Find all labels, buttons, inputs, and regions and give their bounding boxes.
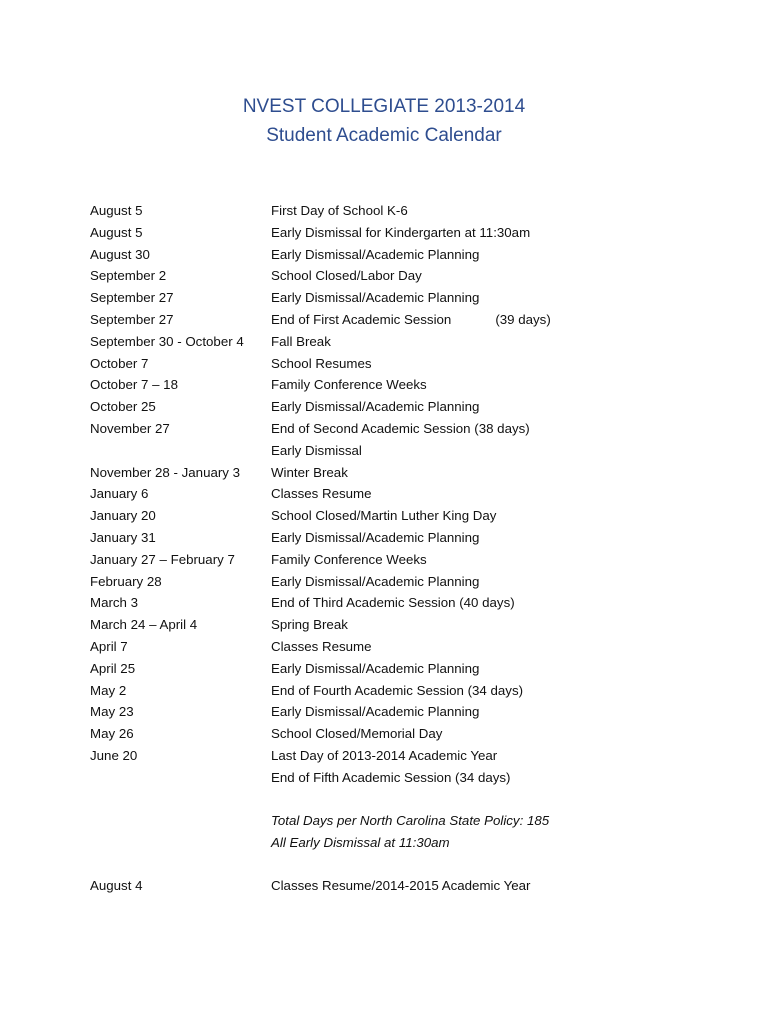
row-date: September 30 - October 4 bbox=[90, 333, 244, 349]
row-date: April 25 bbox=[90, 660, 136, 676]
calendar-row bbox=[90, 331, 730, 353]
row-date: November 28 - January 3 bbox=[90, 464, 241, 480]
calendar-row bbox=[90, 483, 730, 505]
row-event-text: Family Conference Weeks bbox=[271, 377, 427, 393]
row-event-text: End of Fifth Academic Session (34 days) bbox=[271, 769, 511, 785]
row-event-text: End of First Academic Session bbox=[271, 311, 452, 327]
row-date: August 30 bbox=[90, 246, 150, 262]
calendar-row bbox=[90, 353, 730, 375]
row-date: January 31 bbox=[90, 529, 156, 545]
row-event bbox=[271, 374, 730, 396]
row-date: February 28 bbox=[90, 573, 162, 589]
row-date: September 27 bbox=[90, 290, 174, 306]
row-event-text: Early Dismissal/Academic Planning bbox=[271, 573, 480, 589]
row-date: September 27 bbox=[90, 311, 174, 327]
row-event-text: School Closed/Labor Day bbox=[271, 268, 422, 284]
row-days-count: (39 days) bbox=[495, 311, 551, 327]
row-event bbox=[271, 636, 730, 658]
row-event bbox=[271, 287, 730, 309]
row-date: October 25 bbox=[90, 399, 156, 415]
row-date: June 20 bbox=[90, 747, 138, 763]
row-event-text: First Day of School K-6 bbox=[271, 203, 408, 218]
calendar-row bbox=[90, 549, 730, 571]
row-event-text: Spring Break bbox=[271, 617, 348, 633]
calendar-row bbox=[90, 265, 730, 287]
row-event bbox=[271, 309, 730, 331]
row-event-text: School Resumes bbox=[271, 355, 372, 371]
row-event bbox=[271, 571, 730, 593]
row-event bbox=[271, 745, 730, 767]
calendar-row bbox=[90, 658, 730, 680]
row-date: January 20 bbox=[90, 508, 156, 524]
row-event-text: Early Dismissal bbox=[271, 442, 362, 458]
row-event bbox=[271, 244, 730, 266]
row-date: October 7 – 18 bbox=[90, 377, 178, 393]
row-date: January 6 bbox=[90, 486, 149, 502]
row-event bbox=[271, 505, 730, 527]
calendar-row bbox=[90, 462, 730, 484]
row-event-text: School Closed/Memorial Day bbox=[271, 726, 443, 742]
row-event bbox=[271, 483, 730, 505]
calendar-list bbox=[90, 200, 730, 789]
calendar-row bbox=[90, 723, 730, 745]
calendar-row bbox=[90, 440, 730, 462]
calendar-row bbox=[90, 571, 730, 593]
row-date: August 4 bbox=[90, 878, 143, 893]
row-event bbox=[271, 767, 730, 789]
row-event bbox=[271, 331, 730, 353]
row-event bbox=[271, 549, 730, 571]
row-event bbox=[271, 723, 730, 745]
early-dismissal-note: All Early Dismissal at 11:30am bbox=[271, 835, 450, 850]
row-event-text: Classes Resume bbox=[271, 486, 372, 502]
row-event bbox=[271, 680, 730, 702]
calendar-row bbox=[90, 418, 730, 440]
row-event-text: Fall Break bbox=[271, 333, 331, 349]
row-event bbox=[271, 701, 730, 723]
page-subtitle: Student Academic Calendar bbox=[266, 125, 502, 146]
row-event bbox=[271, 614, 730, 636]
total-days-note: Total Days per North Carolina State Policy: 185 bbox=[271, 813, 550, 828]
row-event-text: Early Dismissal/Academic Planning bbox=[271, 660, 480, 676]
row-event-text: Early Dismissal for Kindergarten at 11:30am bbox=[271, 224, 531, 240]
row-date: November 27 bbox=[90, 420, 170, 436]
calendar-row bbox=[90, 222, 730, 244]
row-event bbox=[271, 462, 730, 484]
row-event-text: Early Dismissal/Academic Planning bbox=[271, 529, 480, 545]
row-event bbox=[271, 418, 730, 440]
row-event-text: Family Conference Weeks bbox=[271, 551, 427, 567]
calendar-row bbox=[90, 680, 730, 702]
calendar-row bbox=[90, 287, 730, 309]
calendar-row bbox=[90, 505, 730, 527]
row-date: September 2 bbox=[90, 268, 167, 284]
calendar-row bbox=[90, 244, 730, 266]
page-title: NVEST COLLEGIATE 2013-2014 bbox=[242, 96, 526, 117]
row-event-text: Early Dismissal/Academic Planning bbox=[271, 246, 480, 262]
row-date: May 23 bbox=[90, 704, 134, 720]
row-event-text: End of Third Academic Session (40 days) bbox=[271, 595, 515, 611]
row-event-text: Classes Resume bbox=[271, 638, 372, 654]
row-event-text: School Closed/Martin Luther King Day bbox=[271, 508, 497, 524]
row-event bbox=[271, 396, 730, 418]
calendar-row bbox=[90, 309, 730, 331]
row-date: January 27 – February 7 bbox=[90, 551, 235, 567]
row-event-text: Early Dismissal/Academic Planning bbox=[271, 704, 480, 720]
row-date: April 7 bbox=[90, 638, 128, 654]
row-date bbox=[90, 440, 271, 462]
row-date: August 5 bbox=[90, 203, 143, 218]
row-event-text: Winter Break bbox=[271, 464, 348, 480]
row-event-text: Early Dismissal/Academic Planning bbox=[271, 290, 480, 306]
row-event-text: Last Day of 2013-2014 Academic Year bbox=[271, 747, 498, 763]
row-event bbox=[271, 592, 730, 614]
row-date: March 3 bbox=[90, 595, 139, 611]
calendar-row bbox=[90, 614, 730, 636]
row-date: October 7 bbox=[90, 355, 149, 371]
row-event bbox=[271, 440, 730, 462]
row-event bbox=[271, 200, 730, 222]
row-event-text: Early Dismissal/Academic Planning bbox=[271, 399, 480, 415]
calendar-row bbox=[90, 396, 730, 418]
row-date: May 26 bbox=[90, 726, 134, 742]
calendar-row bbox=[90, 200, 730, 222]
calendar-row bbox=[90, 592, 730, 614]
row-event bbox=[271, 527, 730, 549]
calendar-row bbox=[90, 374, 730, 396]
row-event bbox=[271, 265, 730, 287]
calendar-row bbox=[90, 636, 730, 658]
calendar-row bbox=[90, 527, 730, 549]
row-date: May 2 bbox=[90, 682, 127, 698]
row-event-text: End of Fourth Academic Session (34 days) bbox=[271, 682, 524, 698]
calendar-row bbox=[90, 701, 730, 723]
row-date bbox=[90, 767, 271, 789]
row-event-text: End of Second Academic Session (38 days) bbox=[271, 420, 530, 436]
row-event bbox=[271, 222, 730, 244]
row-date: March 24 – April 4 bbox=[90, 617, 198, 633]
calendar-row bbox=[90, 745, 730, 767]
row-event: Classes Resume/2014-2015 Academic Year bbox=[271, 878, 531, 893]
calendar-row bbox=[90, 767, 730, 789]
next-year-row bbox=[90, 875, 530, 897]
row-event bbox=[271, 658, 730, 680]
row-date: August 5 bbox=[90, 224, 143, 240]
row-event bbox=[271, 353, 730, 375]
